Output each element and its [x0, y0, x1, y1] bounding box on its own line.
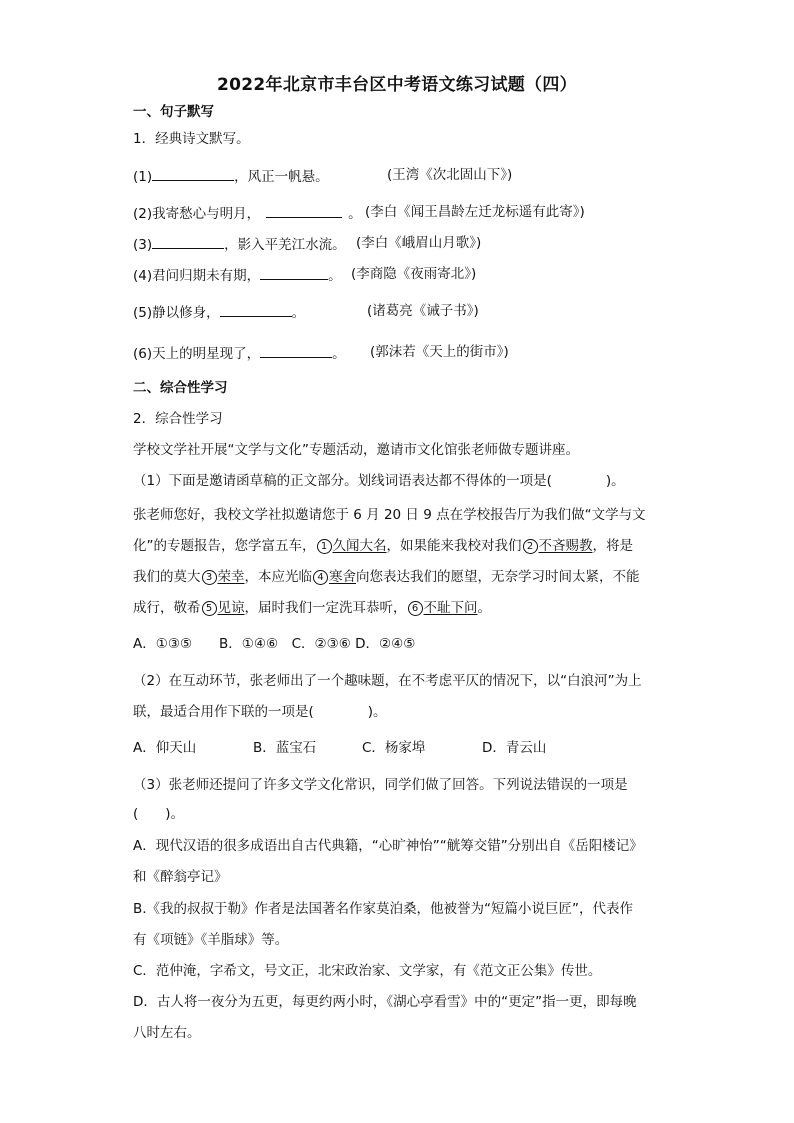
underlined-word-3: 荣幸: [217, 569, 245, 585]
marker-5: 5: [202, 601, 217, 616]
letter-line-1: 张老师您好，我校文学社拟邀请您于 6 月 20 日 9 点在学校报告厅为我们做“文学与文: [133, 507, 646, 523]
item-source: (李商隐《夜雨寄北》): [351, 266, 477, 282]
marker-3: 3: [202, 570, 217, 585]
choice-b-line-1: B.《我的叔叔于勒》作者是法国著名作家莫泊桑，他被誉为“短篇小说巨匠”，代表作: [133, 901, 634, 917]
item-prefix: (2)我寄愁心与明月，: [133, 206, 261, 222]
letter-text: 化”的专题报告，您学富五车，: [133, 538, 316, 554]
sub-question-3-line-2: ( )。: [133, 806, 185, 822]
answer-blank[interactable]: [266, 203, 342, 218]
letter-text: 。: [477, 600, 491, 616]
answer-blank[interactable]: [152, 166, 234, 181]
activity-intro: 学校文学社开展“文学与文化”专题活动，邀请市文化馆张老师做专题讲座。: [133, 442, 579, 458]
page-title: 2022年北京市丰台区中考语文练习试题（四）: [217, 75, 577, 95]
answer-blank[interactable]: [152, 234, 224, 249]
item-source: (李白《峨眉山月歌》): [356, 235, 482, 251]
item-text: 。: [328, 268, 342, 284]
item-source: (王湾《次北固山下》): [387, 167, 513, 183]
option-b: B．蓝宝石: [253, 740, 317, 756]
letter-line-2: [133, 537, 633, 555]
marker-6: 6: [408, 601, 423, 616]
question-2-stem: 2．综合性学习: [133, 411, 223, 427]
item-text: ，影入平羌江水流。: [224, 237, 346, 253]
choice-a-line-2: 和《醉翁亭记》: [133, 869, 228, 885]
letter-line-3: [133, 568, 640, 586]
choice-d-line-1: D．古人将一夜分为五更，每更约两小时，《湖心亭看雪》中的“更定”指一更，即每晚: [133, 994, 637, 1010]
item-source: (诸葛亮《诫子书》): [367, 303, 479, 319]
letter-text: ，届时我们一定洗耳恭听，: [244, 600, 407, 616]
sub-question-1-options: A．①③⑤ B．①④⑥ C．②③⑥ D．②④⑤: [133, 636, 416, 652]
marker-4: 4: [313, 570, 328, 585]
answer-blank[interactable]: [220, 302, 292, 317]
item-text: 。: [348, 206, 362, 222]
item-prefix: (5)静以修身，: [133, 305, 220, 321]
section-heading-2: 二、综合性学习: [133, 380, 228, 396]
choice-d-line-2: 八时左右。: [133, 1025, 201, 1041]
item-prefix: (4)君问归期未有期，: [133, 268, 261, 284]
sub-question-3-line-1: （3）张老师还提问了许多文学文化常识，同学们做了回答。下列说法错误的一项是: [133, 777, 628, 793]
answer-blank[interactable]: [260, 265, 328, 280]
letter-text: 成行，敬希: [133, 600, 201, 616]
recitation-item-1: [133, 166, 329, 186]
underlined-word-4: 寒舍: [329, 569, 356, 585]
underlined-word-6: 不耻下问: [423, 600, 478, 616]
choice-a-line-1: A．现代汉语的很多成语出自古代典籍，“心旷神怡”“觥筹交错”分别出自《岳阳楼记》: [133, 838, 643, 854]
letter-text: 向您表达我们的愿望，无奈学习时间太紧，不能: [356, 569, 640, 585]
option-c: C．杨家埠: [362, 740, 426, 756]
marker-1: 1: [317, 539, 332, 554]
underlined-word-5: 见谅: [217, 600, 245, 616]
option-a: A．仰天山: [133, 740, 197, 756]
letter-line-4: [133, 599, 491, 617]
item-prefix: (6)天上的明星现了，: [133, 346, 261, 362]
item-prefix: (1): [133, 169, 153, 185]
item-text: ，风正一帆悬。: [234, 169, 329, 185]
item-text: 。: [332, 346, 346, 362]
answer-blank[interactable]: [260, 343, 332, 358]
item-source: (郭沫若《天上的街市》): [370, 344, 509, 360]
recitation-item-3: [133, 234, 346, 254]
item-text: 。: [291, 305, 306, 321]
marker-2: 2: [523, 539, 538, 554]
option-d: D．青云山: [482, 740, 547, 756]
letter-text: ，如果能来我校对我们: [386, 538, 522, 554]
section-heading-1: 一、句子默写: [133, 104, 214, 120]
letter-text: ，本应光临: [244, 569, 312, 585]
recitation-item-4: [133, 265, 342, 285]
choice-b-line-2: 有《项链》《羊脂球》等。: [133, 932, 289, 948]
recitation-item-6: [133, 343, 346, 363]
sub-question-1: （1）下面是邀请函草稿的正文部分。划线词语表达都不得体的一项是( )。: [133, 473, 625, 489]
recitation-item-5: [133, 302, 305, 322]
underlined-word-1: 久闻大名: [332, 538, 387, 554]
letter-text: ，将是: [592, 538, 633, 554]
sub-question-2-line-1: （2）在互动环节，张老师出了一个趣味题，在不考虑平仄的情况下，以“白浪河”为上: [133, 673, 642, 689]
sub-question-2-line-2: 联，最适合用作下联的一项是( )。: [133, 704, 387, 720]
choice-c: C．范仲淹，字希文，号文正，北宋政治家、文学家，有《范文正公集》传世。: [133, 963, 602, 979]
letter-text: 我们的莫大: [133, 569, 201, 585]
recitation-item-2: [133, 203, 362, 223]
item-source: (李白《闻王昌龄左迁龙标遥有此寄》): [365, 204, 585, 220]
underlined-word-2: 不吝赐教: [538, 538, 593, 554]
item-prefix: (3): [133, 237, 153, 253]
question-1-stem: 1．经典诗文默写。: [133, 131, 250, 147]
